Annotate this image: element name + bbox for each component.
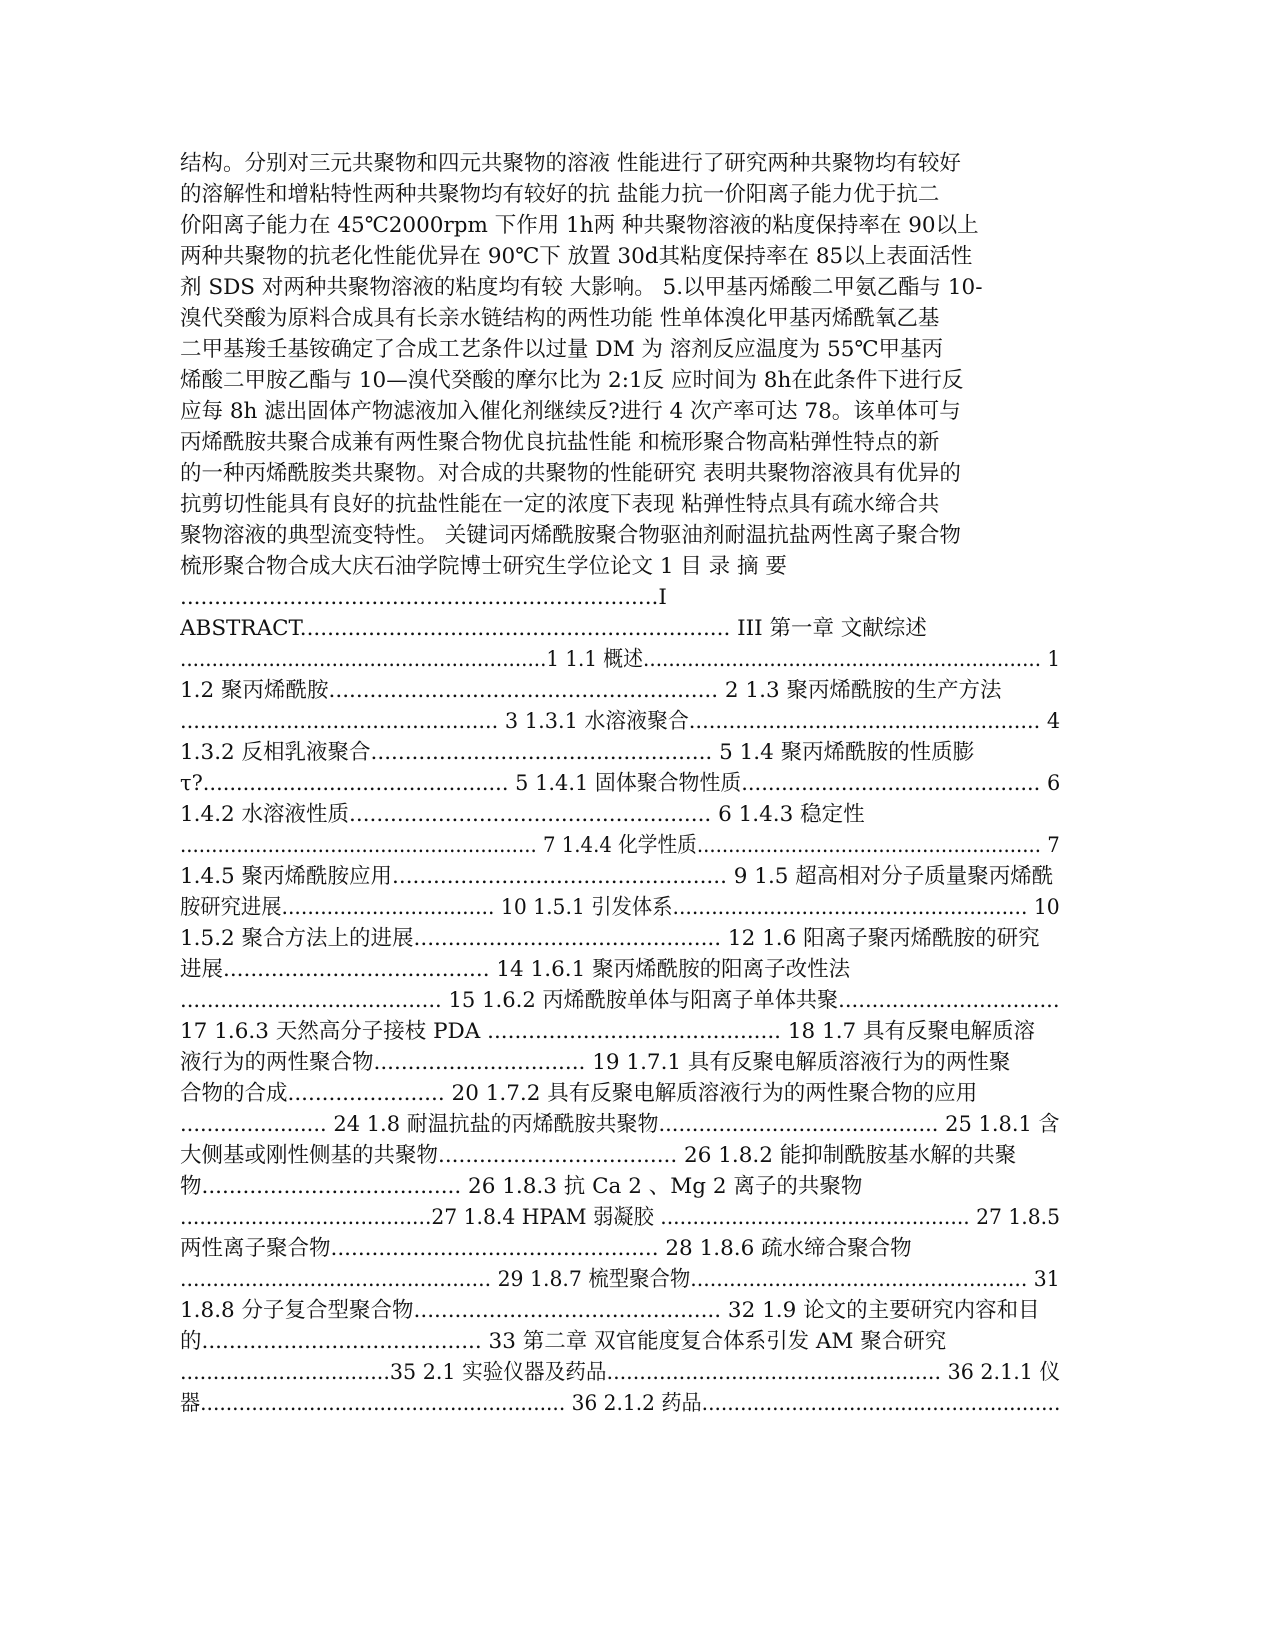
text-line: .......................................27 1.8.4 HPAM 弱凝胶 ................................................ 27 1.8.5 [180,1205,1061,1230]
text-line: ......................................................................I [180,585,667,610]
text-line: 溴代癸酸为原料合成具有长亲水链结构的两性功能 性单体溴化甲基丙烯酰氧乙基 [180,306,940,331]
text-line: 1.4.2 水溶液性质..................................................... 6 1.4.3 稳定性 [180,802,865,827]
text-line: ................................35 2.1 实验仪器及药品................................................... 36 2.1.1 仪 [180,1360,1061,1385]
text-line: 两性离子聚合物................................................ 28 1.8.6 疏水缔合聚合物 [180,1236,912,1261]
text-line: 两种共聚物的抗老化性能优异在 90℃下 放置 30d其粘度保持率在 85以上表面活性 [180,244,973,269]
text-line: 器......................................................... 36 2.1.2 药品........................................................ [180,1391,1061,1416]
text-line: 结构。分别对三元共聚物和四元共聚物的溶液 性能进行了研究两种共聚物均有较好 [180,151,961,176]
text-line: 进展....................................... 14 1.6.1 聚丙烯酰胺的阳离子改性法 [180,957,851,982]
text-line: 1.3.2 反相乳液聚合.................................................. 5 1.4 聚丙烯酰胺的性质膨 [180,740,975,765]
text-line: 17 1.6.3 天然高分子接枝 PDA ........................................... 18 1.7 具有反聚电解质溶 [180,1019,1036,1044]
text-line: 1.8.8 分子复合型聚合物............................................. 32 1.9 论文的主要研究内容和目 [180,1298,1040,1323]
text-line: 剂 SDS 对两种共聚物溶液的粘度均有较 大影响。 5.以甲基丙烯酸二甲氨乙酯与 10- [180,275,983,300]
text-line: 丙烯酰胺共聚合成兼有两性聚合物优良抗盐性能 和梳形聚合物高粘弹性特点的新 [180,430,940,455]
text-line: ..........................................................1 1.1 概述............................................................... 1 [180,647,1061,672]
text-line: ......................................................... 7 1.4.4 化学性质....................................................... 7 [180,833,1060,858]
text-line: 1.5.2 聚合方法上的进展............................................. 12 1.6 阳离子聚丙烯酰胺的研究 [180,926,1040,951]
text-line: ................................................ 29 1.8.7 梳型聚合物.................................................... 31 [180,1267,1060,1292]
text-line: 1.4.5 聚丙烯酰胺应用................................................. 9 1.5 超高相对分子质量聚丙烯酰 [180,864,1054,889]
text-line: 烯酸二甲胺乙酯与 10—溴代癸酸的摩尔比为 2:1反 应时间为 8h在此条件下进行反 [180,368,964,393]
document-body [180,148,1060,1419]
text-line: 的......................................... 33 第二章 双官能度复合体系引发 AM 聚合研究 [180,1329,947,1354]
text-line: ....................................... 15 1.6.2 丙烯酰胺单体与阳离子单体共聚................................. [180,988,1060,1013]
text-line: 聚物溶液的典型流变特性。 关键词丙烯酰胺聚合物驱油剂耐温抗盐两性离子聚合物 [180,523,961,548]
text-line: 应每 8h 滤出固体产物滤液加入催化剂继续反?进行 4 次产率可达 78。该单体可与 [180,399,961,424]
text-line: 液行为的两性聚合物............................... 19 1.7.1 具有反聚电解质溶液行为的两性聚 [180,1050,1011,1075]
text-line: ...................... 24 1.8 耐温抗盐的丙烯酰胺共聚物.......................................... 25 1.8.1 含 [180,1112,1060,1137]
text-line: ABSTRACT............................................................... III 第一章 文献综述 [180,616,927,641]
text-line: 物...................................... 26 1.8.3 抗 Ca 2 、Mg 2 离子的共聚物 [180,1174,863,1199]
text-line: 胺研究进展................................. 10 1.5.1 引发体系....................................................... 10 [180,895,1060,920]
text-line: 抗剪切性能具有良好的抗盐性能在一定的浓度下表现 粘弹性特点具有疏水缔合共 [180,492,940,517]
text-line: 合物的合成....................... 20 1.7.2 具有反聚电解质溶液行为的两性聚合物的应用 [180,1081,978,1106]
text-line: 二甲基羧壬基铵确定了合成工艺条件以过量 DM 为 溶剂反应温度为 55℃甲基丙 [180,337,944,362]
text-line: τ?.............................................. 5 1.4.1 固体聚合物性质............................................. 6 [180,771,1061,796]
text-line: 价阳离子能力在 45℃2000rpm 下作用 1h两 种共聚物溶液的粘度保持率在 90以上 [180,213,979,238]
text-line: 梳形聚合物合成大庆石油学院博士研究生学位论文 1 目 录 摘 要 [180,554,787,579]
text-line: 大侧基或刚性侧基的共聚物................................... 26 1.8.2 能抑制酰胺基水解的共聚 [180,1143,1017,1168]
text-line: 1.2 聚丙烯酰胺......................................................... 2 1.3 聚丙烯酰胺的生产方法 [180,678,1002,703]
text-line: 的溶解性和增粘特性两种共聚物均有较好的抗 盐能力抗一价阳离子能力优于抗二 [180,182,940,207]
text-line: ................................................ 3 1.3.1 水溶液聚合..................................................... 4 [180,709,1061,734]
text-line: 的一种丙烯酰胺类共聚物。对合成的共聚物的性能研究 表明共聚物溶液具有优异的 [180,461,961,486]
